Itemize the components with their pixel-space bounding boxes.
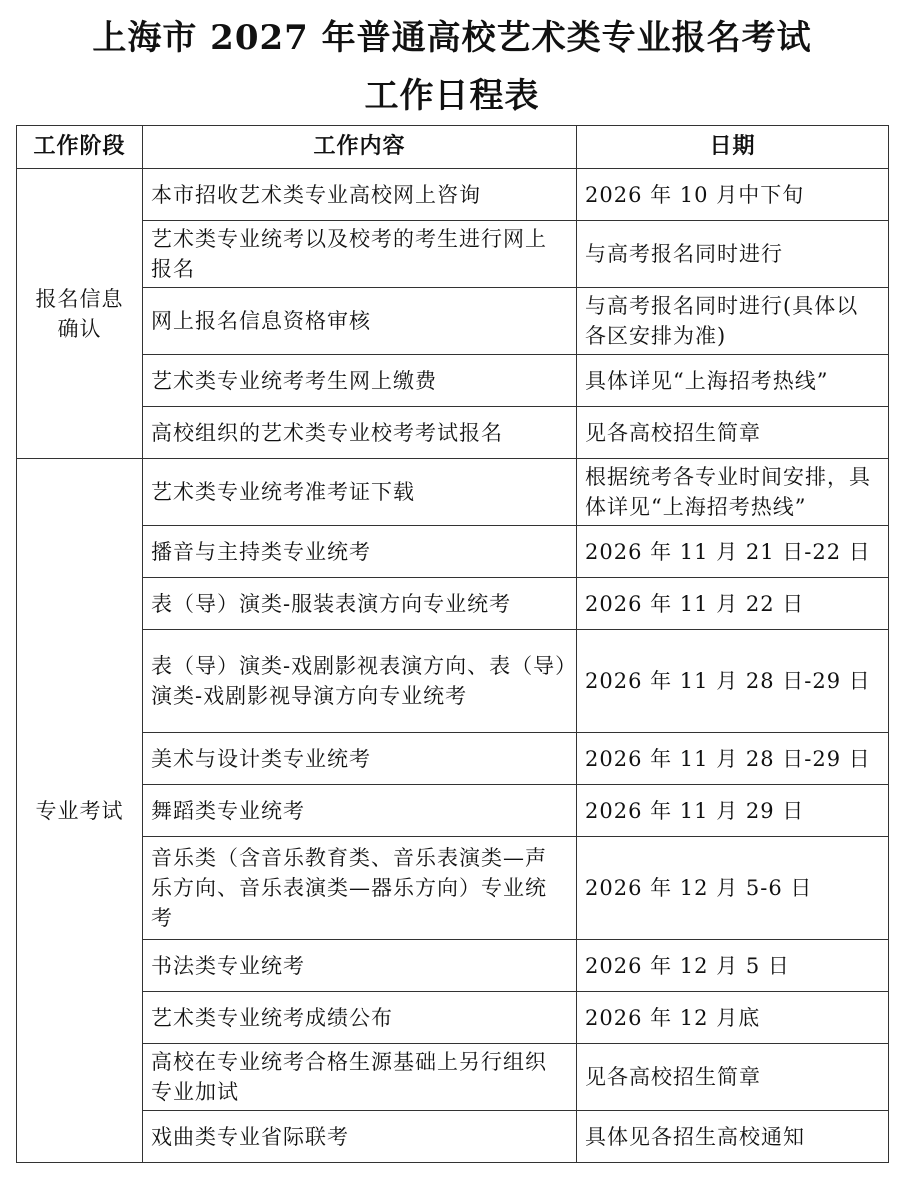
table-row	[17, 1111, 889, 1163]
date-cell: 2026 年 10 月中下旬	[577, 169, 889, 221]
schedule-table	[16, 125, 889, 1163]
table-row	[17, 355, 889, 407]
content-cell: 播音与主持类专业统考	[143, 526, 577, 578]
content-cell: 艺术类专业统考以及校考的考生进行网上报名	[143, 221, 577, 288]
table-row	[17, 578, 889, 630]
date-cell: 具体见各招生高校通知	[577, 1111, 889, 1163]
date-cell: 2026 年 11 月 29 日	[577, 785, 889, 837]
content-cell: 艺术类专业统考成绩公布	[143, 992, 577, 1044]
table-row	[17, 169, 889, 221]
table-row	[17, 288, 889, 355]
table-row	[17, 940, 889, 992]
date-cell: 与高考报名同时进行(具体以各区安排为准)	[577, 288, 889, 355]
content-cell: 艺术类专业统考考生网上缴费	[143, 355, 577, 407]
stage-cell-exam: 专业考试	[17, 459, 143, 1163]
document-subtitle: 工作日程表	[364, 76, 540, 116]
content-cell: 表（导）演类-戏剧影视表演方向、表（导）演类-戏剧影视导演方向专业统考	[143, 630, 577, 733]
stage-cell-registration: 报名信息确认	[17, 169, 143, 459]
date-cell: 2026 年 12 月 5-6 日	[577, 837, 889, 940]
content-cell: 美术与设计类专业统考	[143, 733, 577, 785]
table-row	[17, 785, 889, 837]
table-row	[17, 992, 889, 1044]
date-cell: 2026 年 11 月 28 日-29 日	[577, 630, 889, 733]
content-cell: 舞蹈类专业统考	[143, 785, 577, 837]
table-row	[17, 837, 889, 940]
header-date: 日期	[577, 126, 889, 169]
content-cell: 高校组织的艺术类专业校考考试报名	[143, 407, 577, 459]
content-cell: 本市招收艺术类专业高校网上咨询	[143, 169, 577, 221]
table-row	[17, 221, 889, 288]
content-cell: 高校在专业统考合格生源基础上另行组织专业加试	[143, 1044, 577, 1111]
content-cell: 音乐类（含音乐教育类、音乐表演类—声乐方向、音乐表演类—器乐方向）专业统考	[143, 837, 577, 940]
header-content: 工作内容	[143, 126, 577, 169]
date-cell: 根据统考各专业时间安排，具体详见“上海招考热线”	[577, 459, 889, 526]
content-cell: 戏曲类专业省际联考	[143, 1111, 577, 1163]
content-cell: 书法类专业统考	[143, 940, 577, 992]
date-cell: 2026 年 12 月底	[577, 992, 889, 1044]
table-row	[17, 459, 889, 526]
table-row	[17, 1044, 889, 1111]
table-row	[17, 407, 889, 459]
date-cell: 与高考报名同时进行	[577, 221, 889, 288]
document-title: 上海市 2027 年普通高校艺术类专业报名考试	[92, 18, 812, 58]
date-cell: 2026 年 11 月 28 日-29 日	[577, 733, 889, 785]
content-cell: 网上报名信息资格审核	[143, 288, 577, 355]
date-cell: 见各高校招生简章	[577, 407, 889, 459]
date-cell: 具体详见“上海招考热线”	[577, 355, 889, 407]
content-cell: 艺术类专业统考准考证下载	[143, 459, 577, 526]
date-cell: 见各高校招生简章	[577, 1044, 889, 1111]
content-cell: 表（导）演类-服装表演方向专业统考	[143, 578, 577, 630]
date-cell: 2026 年 11 月 21 日-22 日	[577, 526, 889, 578]
table-header-row	[17, 126, 889, 169]
table-row	[17, 630, 889, 733]
header-stage: 工作阶段	[17, 126, 143, 169]
table-row	[17, 733, 889, 785]
date-cell: 2026 年 11 月 22 日	[577, 578, 889, 630]
date-cell: 2026 年 12 月 5 日	[577, 940, 889, 992]
table-row	[17, 526, 889, 578]
